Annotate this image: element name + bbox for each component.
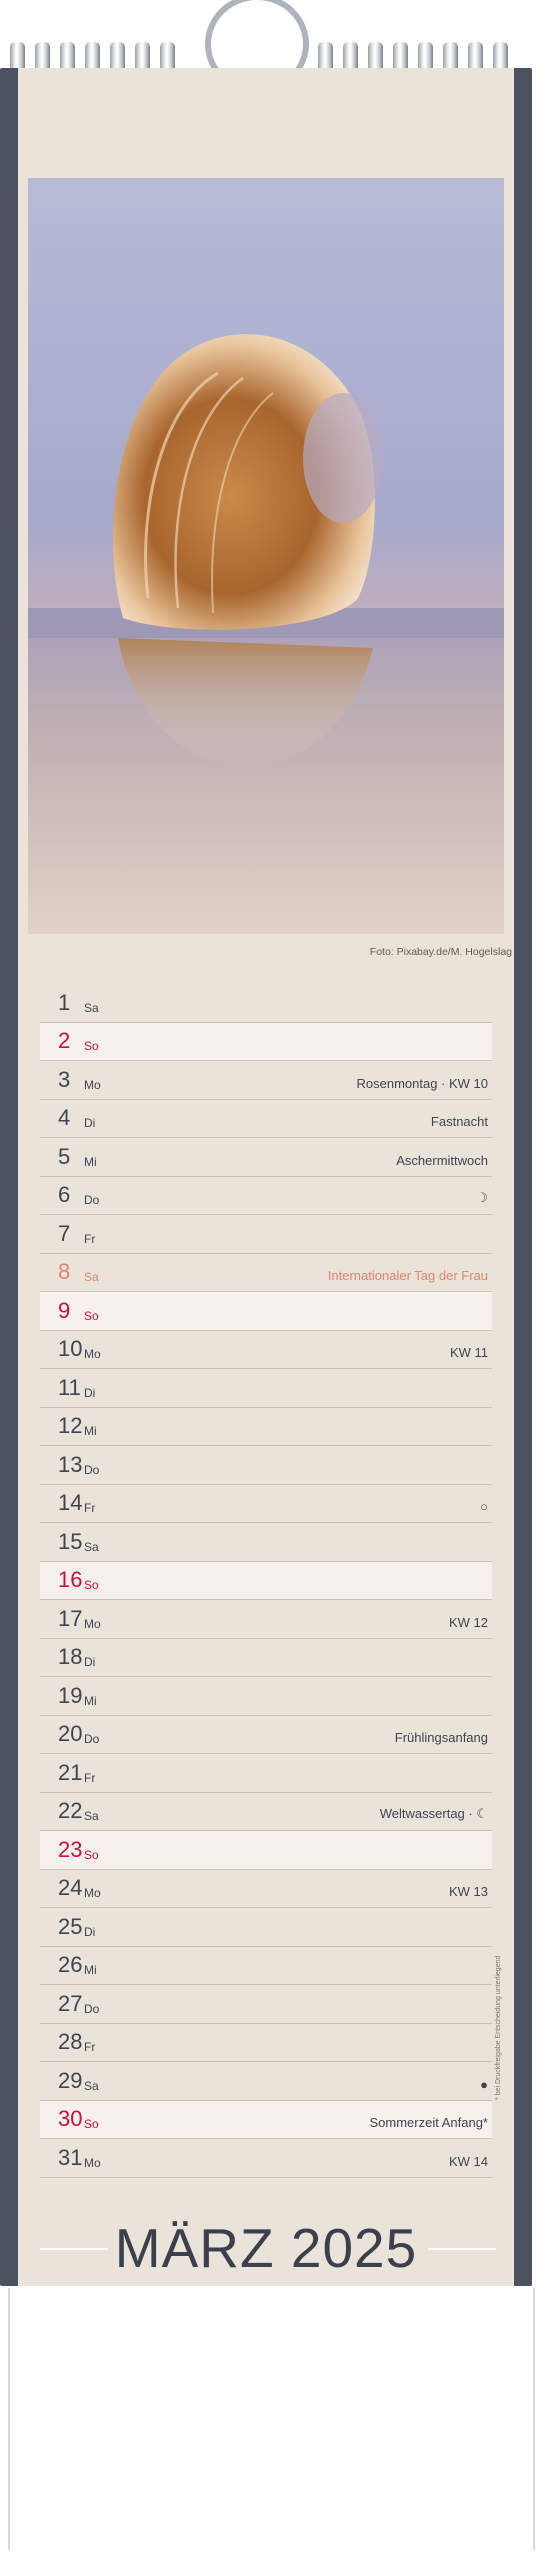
- day-number: 25: [58, 1913, 83, 1939]
- weekday-label: So: [84, 2117, 99, 2131]
- day-number: 18: [58, 1644, 83, 1669]
- day-note: Internationaler Tag der Frau: [327, 1268, 488, 1283]
- day-number: 17: [58, 1605, 83, 1631]
- day-number: 13: [58, 1451, 83, 1477]
- day-number: 6: [58, 1182, 71, 1207]
- weekday-label: Do: [84, 1193, 100, 1207]
- weekday-label: Do: [84, 1462, 100, 1477]
- day-number: 3: [58, 1066, 71, 1092]
- day-row: [40, 1446, 492, 1485]
- day-number: 27: [58, 1990, 83, 2016]
- day-row: [40, 1100, 492, 1139]
- day-number: 31: [58, 2144, 83, 2170]
- day-row: [40, 1061, 492, 1100]
- weekday-label: Mo: [84, 1077, 101, 1092]
- weekday-label: So: [84, 1308, 99, 1323]
- weekday-label: Mo: [84, 1616, 101, 1631]
- day-number: 26: [58, 1952, 83, 1977]
- day-number: 19: [58, 1682, 83, 1708]
- weekday-label: Sa: [84, 1809, 99, 1823]
- weekday-label: So: [84, 1847, 99, 1862]
- weekday-label: Sa: [84, 1539, 99, 1554]
- day-number: 9: [58, 1297, 71, 1323]
- day-note: ☽: [476, 1190, 488, 1205]
- day-number: 22: [58, 1798, 83, 1823]
- weekday-label: Do: [84, 2001, 100, 2016]
- day-row: [40, 1254, 492, 1293]
- photo-credit: Foto: Pixabay.de/M. Hogelslag: [369, 946, 512, 958]
- day-row: [40, 2101, 492, 2140]
- day-row: [40, 1639, 492, 1678]
- footnote: * bei Druckfreigabe Entscheidung unterliegend: [495, 1955, 502, 2100]
- seashell-photo: [28, 178, 504, 934]
- weekday-label: Mi: [84, 1154, 97, 1169]
- day-number: 5: [58, 1143, 71, 1169]
- day-row: [40, 1754, 492, 1793]
- day-row: [40, 1908, 492, 1947]
- day-row: [40, 1716, 492, 1755]
- weekday-label: Sa: [84, 1000, 99, 1015]
- day-number: 24: [58, 1875, 83, 1900]
- day-row: [40, 1408, 492, 1447]
- day-list: [40, 984, 492, 2178]
- day-row: [40, 1177, 492, 1216]
- weekday-label: Mi: [84, 1693, 97, 1708]
- weekday-label: Sa: [84, 2078, 99, 2093]
- day-row: [40, 1562, 492, 1601]
- day-row: [40, 1369, 492, 1408]
- day-number: 1: [58, 989, 71, 1015]
- day-note: KW 12: [448, 1614, 488, 1630]
- month-title: MÄRZ 2025: [114, 2217, 418, 2279]
- weekday-label: So: [84, 1578, 99, 1592]
- day-number: 4: [58, 1105, 71, 1130]
- weekday-label: Fr: [84, 1231, 96, 1246]
- day-number: 14: [58, 1490, 83, 1515]
- weekday-label: Mi: [84, 1424, 97, 1438]
- weekday-label: Mo: [84, 2155, 101, 2170]
- day-note: KW 14: [448, 2153, 488, 2169]
- weekday-label: Fr: [84, 1501, 96, 1515]
- day-row: [40, 1331, 492, 1370]
- day-note: Sommerzeit Anfang*: [369, 2115, 488, 2130]
- day-number: 10: [58, 1336, 83, 1361]
- day-number: 7: [58, 1220, 71, 1246]
- day-number: 16: [58, 1567, 83, 1592]
- weekday-label: So: [84, 1039, 99, 1053]
- day-note: Aschermittwoch: [396, 1152, 488, 1168]
- day-row: [40, 2139, 492, 2178]
- day-number: 21: [58, 1759, 83, 1785]
- day-number: 23: [58, 1836, 83, 1862]
- day-note: Rosenmontag · KW 10: [356, 1075, 488, 1091]
- weekday-label: Fr: [84, 1770, 96, 1785]
- day-row: [40, 1985, 492, 2024]
- day-number: 12: [58, 1413, 83, 1438]
- day-number: 2: [58, 1028, 71, 1053]
- day-row: [40, 2024, 492, 2063]
- day-number: 8: [58, 1259, 71, 1284]
- day-number: 15: [58, 1528, 83, 1554]
- day-row: [40, 1600, 492, 1639]
- day-row: [40, 1831, 492, 1870]
- day-note: Fastnacht: [430, 1114, 488, 1129]
- day-number: 11: [58, 1374, 81, 1400]
- day-row: [40, 1485, 492, 1524]
- day-row: [40, 984, 492, 1023]
- day-row: [40, 1677, 492, 1716]
- weekday-label: Di: [84, 1655, 96, 1669]
- day-note: Weltwassertag · ☾: [379, 1806, 488, 1821]
- day-number: 28: [58, 2029, 83, 2054]
- day-note: KW 13: [448, 1884, 488, 1899]
- day-row: [40, 1215, 492, 1254]
- day-row: [40, 1023, 492, 1062]
- weekday-label: Mi: [84, 1963, 97, 1977]
- day-row: [40, 1138, 492, 1177]
- day-row: [40, 1292, 492, 1331]
- day-note: ○: [480, 1499, 488, 1514]
- weekday-label: Di: [84, 1385, 96, 1400]
- day-number: 20: [58, 1721, 83, 1746]
- weekday-label: Fr: [84, 2040, 96, 2054]
- weekday-label: Mo: [84, 1347, 101, 1361]
- day-row: [40, 1870, 492, 1909]
- weekday-label: Mo: [84, 1886, 101, 1900]
- day-number: 30: [58, 2106, 83, 2131]
- day-row: [40, 1793, 492, 1832]
- weekday-label: Di: [84, 1116, 96, 1130]
- weekday-label: Sa: [84, 1270, 99, 1284]
- bottom-backing-card: [8, 2288, 535, 2550]
- day-note: ●: [480, 2076, 488, 2092]
- weekday-label: Do: [84, 1732, 100, 1746]
- day-number: 29: [58, 2067, 83, 2093]
- weekday-label: Di: [84, 1924, 96, 1939]
- day-note: Frühlingsanfang: [394, 1730, 488, 1745]
- day-row: [40, 1947, 492, 1986]
- day-row: [40, 1523, 492, 1562]
- day-row: [40, 2062, 492, 2101]
- day-note: KW 11: [449, 1345, 488, 1360]
